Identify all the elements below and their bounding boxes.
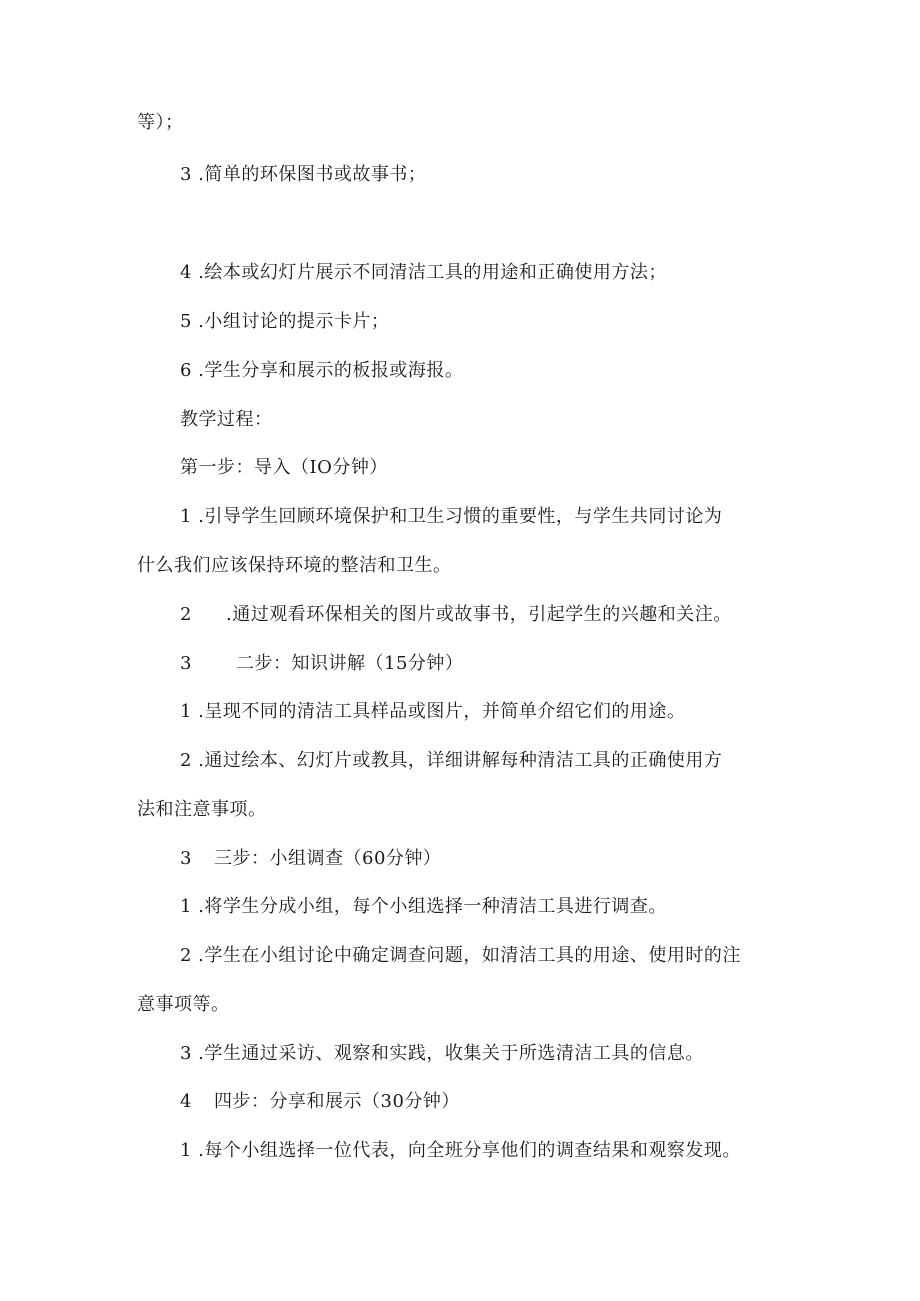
text-line — [137, 555, 452, 577]
list-number: 6 — [180, 360, 192, 381]
line-text: .绘本或幻灯片展示不同清洁工具的用途和正确使用方法； — [191, 262, 667, 283]
line-text: 三步：小组调查（60分钟） — [214, 848, 442, 869]
list-item — [180, 1043, 704, 1065]
step-heading — [180, 457, 388, 479]
list-item — [180, 311, 389, 333]
list-number: 1 — [180, 701, 192, 722]
list-number: 3 — [180, 1043, 192, 1064]
list-item — [180, 506, 722, 528]
line-text: .学生通过采访、观察和实践，收集关于所选清洁工具的信息。 — [191, 1043, 704, 1064]
line-text: 法和注意事项。 — [137, 799, 267, 820]
list-item — [180, 262, 667, 284]
list-number: 4 — [180, 1091, 192, 1112]
line-text: 第一步：导入（IO分钟） — [180, 457, 388, 478]
list-number: 1 — [180, 896, 192, 917]
line-text: 教学过程： — [180, 409, 273, 430]
line-text: .通过绘本、幻灯片或教具，详细讲解每种清洁工具的正确使用方 — [191, 750, 723, 771]
line-text: .学生在小组讨论中确定调查问题，如清洁工具的用途、使用时的注 — [191, 945, 741, 966]
list-item — [180, 750, 722, 772]
line-text: 等）； — [137, 112, 184, 133]
line-text: .小组讨论的提示卡片； — [191, 311, 390, 332]
list-item — [180, 896, 667, 918]
line-text: .将学生分成小组，每个小组选择一种清洁工具进行调查。 — [191, 896, 667, 917]
line-text: 二步：知识讲解（15分钟） — [236, 653, 464, 674]
list-item — [180, 164, 426, 186]
list-item — [180, 945, 741, 967]
list-number: 3 — [180, 653, 192, 674]
list-item — [180, 1140, 741, 1162]
list-number: 1 — [180, 506, 192, 527]
list-number: 1 — [180, 1140, 192, 1161]
line-text: .每个小组选择一位代表，向全班分享他们的调查结果和观察发现。 — [191, 1140, 741, 1161]
list-number: 3 — [180, 848, 192, 869]
list-number: 4 — [180, 262, 192, 283]
line-text: .呈现不同的清洁工具样品或图片，并简单介绍它们的用途。 — [191, 701, 686, 722]
step-heading — [180, 653, 463, 675]
line-text: 什么我们应该保持环境的整洁和卫生。 — [137, 555, 452, 576]
text-line — [137, 112, 184, 134]
section-heading — [180, 409, 273, 431]
list-number: 5 — [180, 311, 192, 332]
text-line — [137, 799, 267, 821]
line-text: .学生分享和展示的板报或海报。 — [191, 360, 464, 381]
line-text: 四步：分享和展示（30分钟） — [214, 1091, 460, 1112]
line-text: 意事项等。 — [137, 994, 230, 1015]
text-line — [137, 994, 230, 1016]
list-number: 2 — [180, 945, 192, 966]
list-number: 2 — [180, 604, 192, 625]
list-item — [180, 701, 685, 723]
list-number: 3 — [180, 164, 192, 185]
line-text: .通过观看环保相关的图片或故事书，引起学生的兴趣和关注。 — [226, 604, 732, 625]
list-item — [180, 360, 463, 382]
list-item — [180, 604, 732, 626]
step-heading — [180, 848, 441, 870]
step-heading — [180, 1091, 460, 1113]
line-text: .引导学生回顾环境保护和卫生习惯的重要性，与学生共同讨论为 — [191, 506, 723, 527]
line-text: .简单的环保图书或故事书； — [191, 164, 427, 185]
list-number: 2 — [180, 750, 192, 771]
